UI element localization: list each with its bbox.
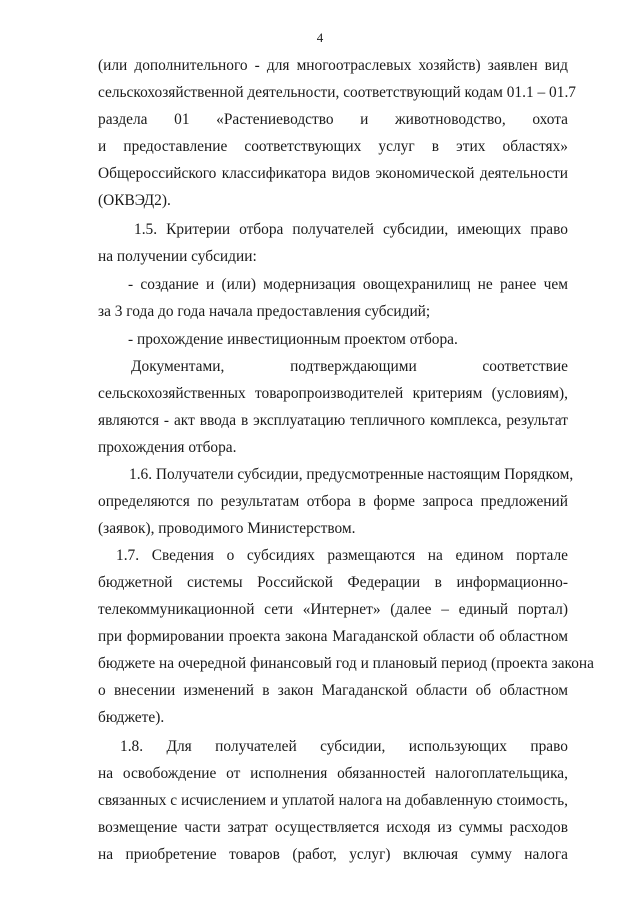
text-line: бюджете на очередной финансовый год и плановый период (проекта закона <box>98 655 594 672</box>
list-item: - создание и (или) модернизация овощехранилищ не ранее чем <box>128 276 568 293</box>
text-line: прохождения отбора. <box>98 439 237 456</box>
paragraph-1-5-heading: 1.5. Критерии отбора получателей субсидии, имеющих право <box>134 221 568 238</box>
text-line: на получении субсидии: <box>98 248 257 265</box>
text-line: на приобретение товаров (работ, услуг) включая сумму налога <box>98 846 568 863</box>
text-line: Общероссийского классификатора видов экономической деятельности <box>98 165 568 182</box>
list-item: - прохождение инвестиционным проектом отбора. <box>128 331 458 348</box>
text-line: (заявок), проводимого Министерством. <box>98 520 356 537</box>
text-line: являются - акт ввода в эксплуатацию тепличного комплекса, результат <box>98 412 568 429</box>
text-line: раздела 01 «Растениеводство и животноводство, охота <box>98 111 568 128</box>
text-line: о внесении изменений в закон Магаданской области об областном <box>98 682 568 699</box>
text-line: (ОКВЭД2). <box>98 192 171 209</box>
text-line: бюджетной системы Российской Федерации в информационно- <box>98 574 568 591</box>
text-line: на освобождение от исполнения обязанностей налогоплательщика, <box>98 765 568 782</box>
paragraph-1-7-heading: 1.7. Сведения о субсидиях размещаются на едином портале <box>116 547 568 564</box>
paragraph-1-8-heading: 1.8. Для получателей субсидии, использующих право <box>120 738 568 755</box>
text-line: за 3 года до года начала предоставления субсидий; <box>98 303 431 320</box>
paragraph-1-6-heading: 1.6. Получатели субсидии, предусмотренные настоящим Порядком, <box>129 466 574 483</box>
page-number: 4 <box>316 30 324 45</box>
text-line: (или дополнительного - для многоотраслевых хозяйств) заявлен вид <box>98 57 568 74</box>
text-line: связанных с исчислением и уплатой налога на добавленную стоимость, <box>98 792 568 809</box>
text-line: определяются по результатам отбора в форме запроса предложений <box>98 493 568 510</box>
text-line: сельскохозяйственных товаропроизводителей критериям (условиям), <box>98 385 568 402</box>
text-line: бюджете). <box>98 709 165 726</box>
text-line: сельскохозяйственной деятельности, соответствующий кодам 01.1 – 01.7 <box>98 84 576 101</box>
text-line: возмещение части затрат осуществляется исходя из суммы расходов <box>98 819 568 836</box>
text-line: телекоммуникационной сети «Интернет» (далее – единый портал) <box>98 601 568 618</box>
text-line: Документами, подтверждающими соответствие <box>131 358 568 375</box>
text-line: и предоставление соответствующих услуг в этих областях» <box>98 138 568 155</box>
text-line: при формировании проекта закона Магаданской области об областном <box>98 628 568 645</box>
